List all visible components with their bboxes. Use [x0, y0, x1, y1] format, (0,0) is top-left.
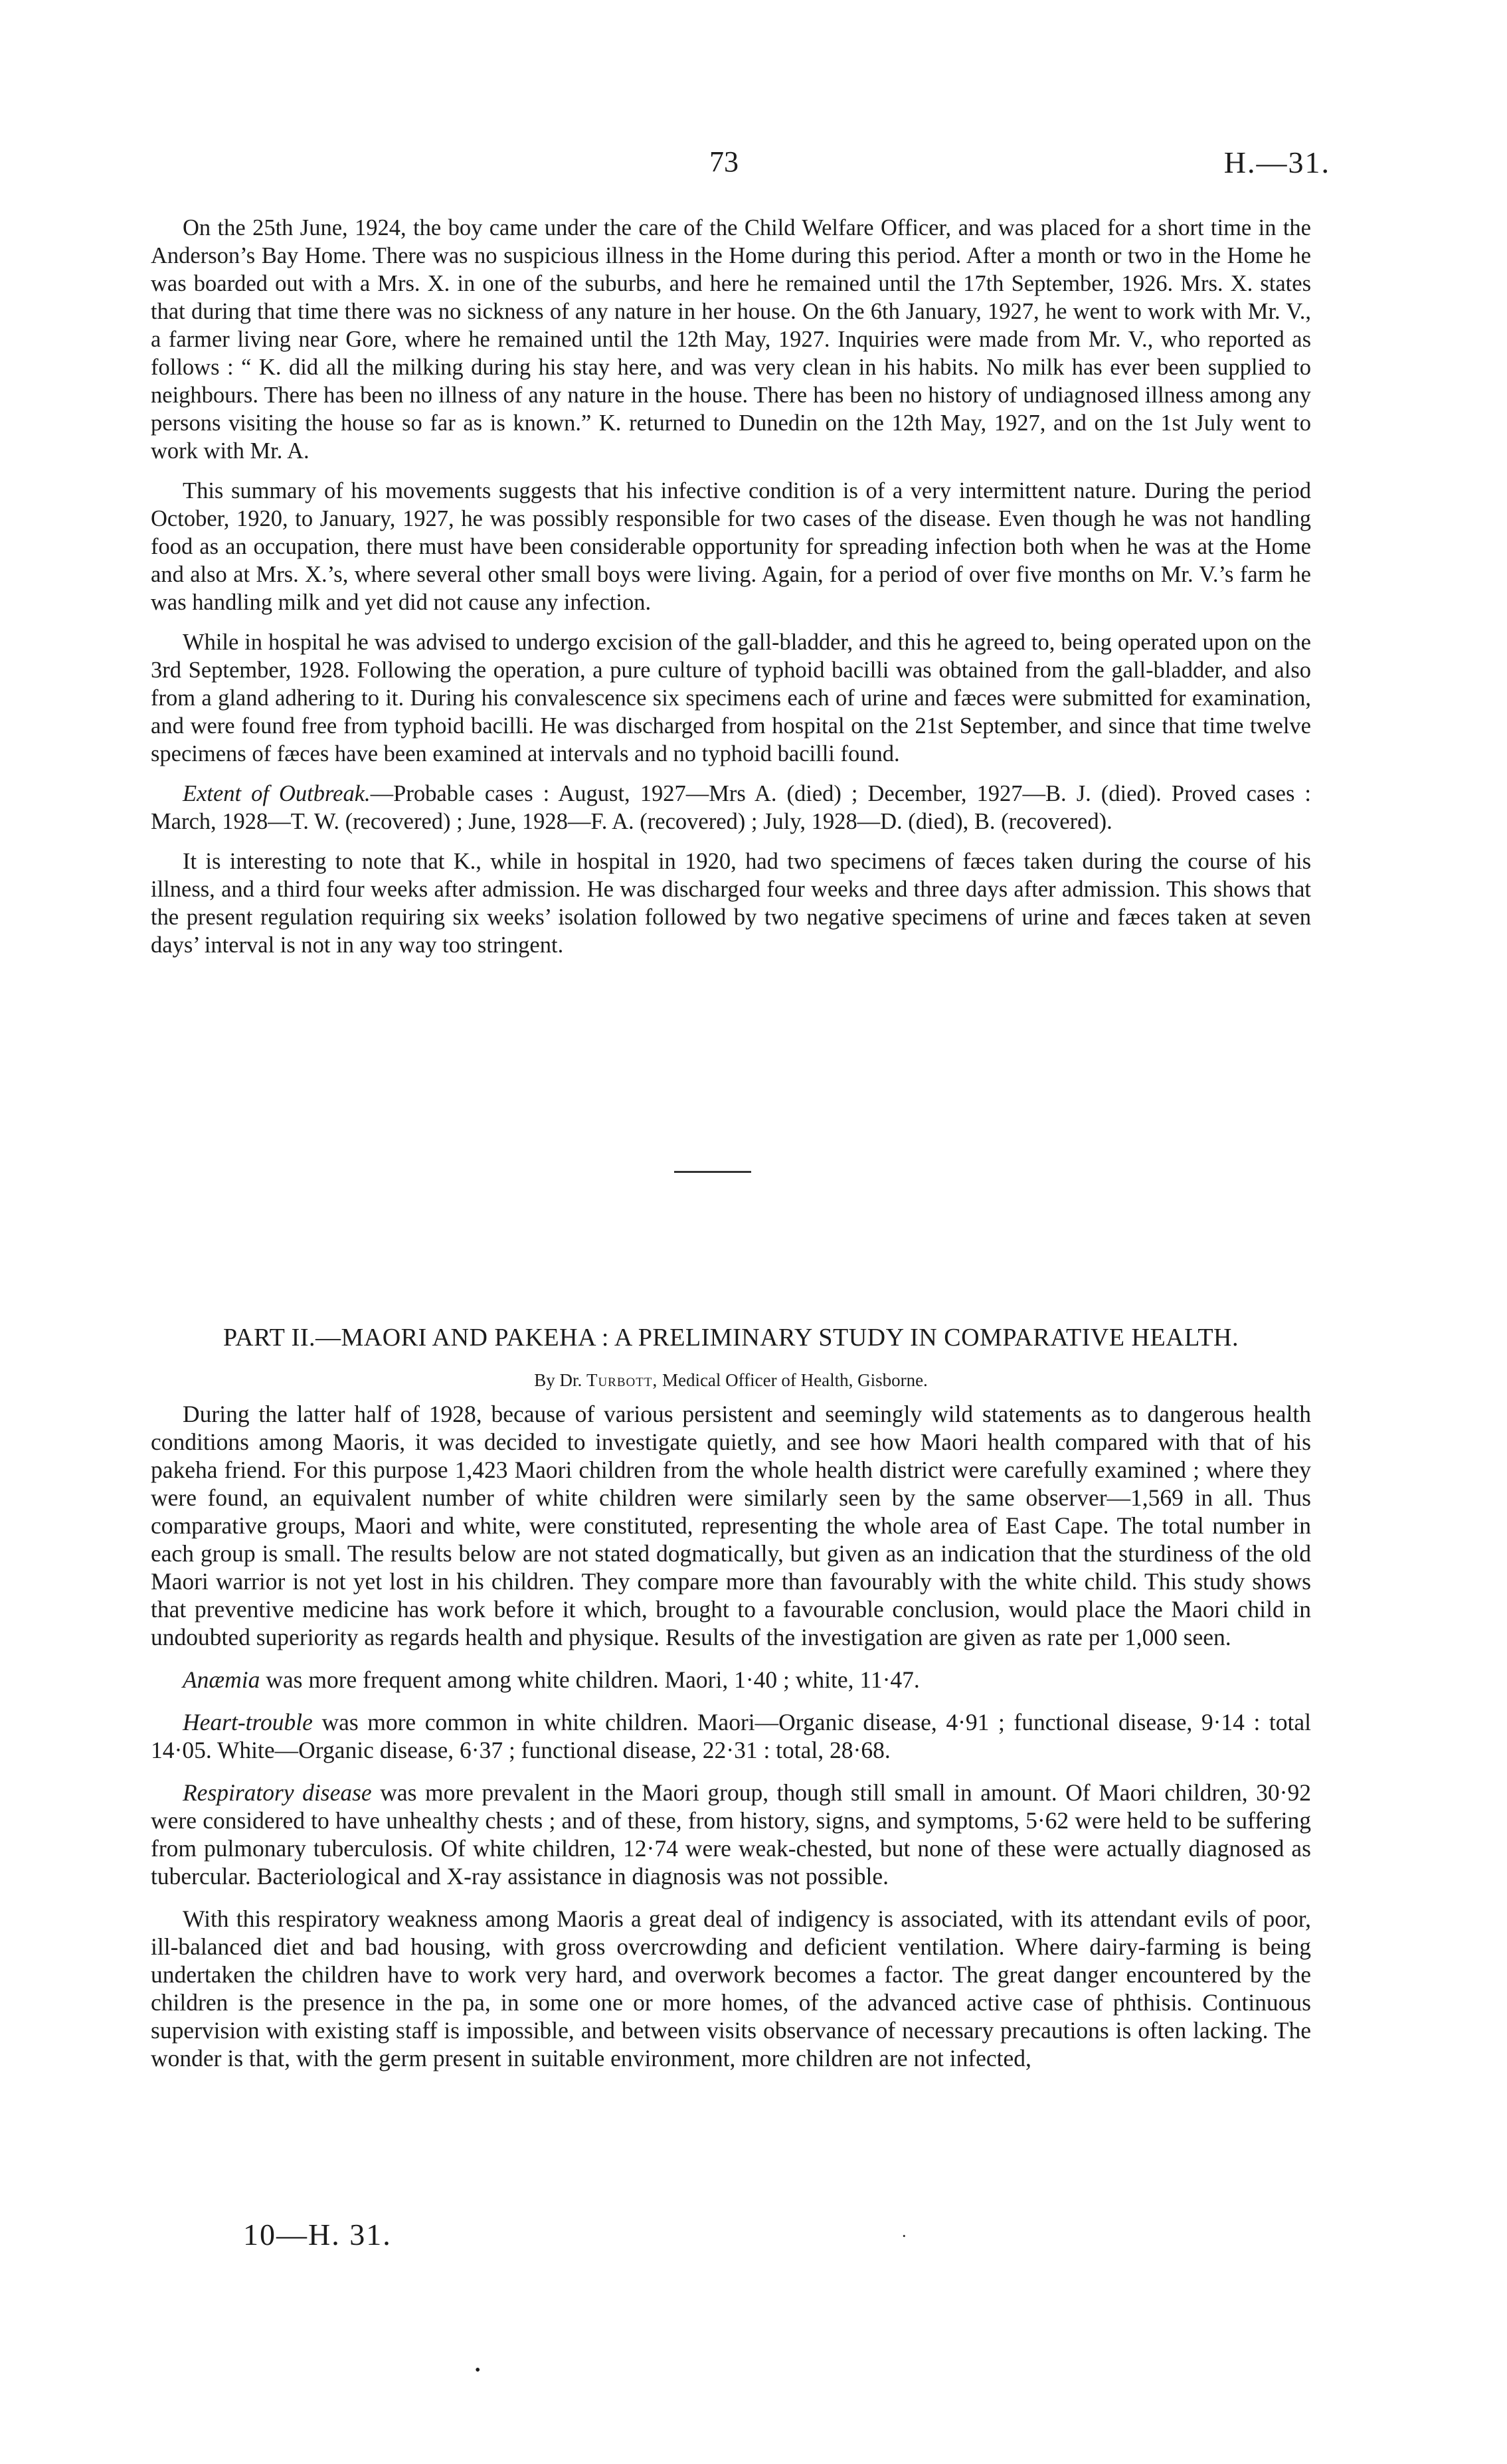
- page-number: 73: [709, 145, 739, 178]
- respiratory-text: was more prevalent in the Maori group, though still small in amount. Of Maori children, 30·92 were considered to have unhealthy chests ; and of these, from history, signs, and symptoms, 5·62 were held to be suffering from pulmonary tuberculosis. Of white children, 12·74 were weak-chested, but none of these were actually diagnosed as tubercular. Bacteriological and X-ray assistance in diagnosis was not possible.: [151, 1779, 1311, 1890]
- paragraph: While in hospital he was advised to undergo excision of the gall-bladder, and this he agreed to, being operated upon on the 3rd September, 1928. Following the operation, a pure culture of typhoid bacilli was obtained from the gall-bladder, and also from a gland adhering to it. During his convalescence six specimens each of urine and fæces were submitted for examination, and were found free from typhoid bacilli. He was discharged from hospital on the 21st September, and since that time twelve specimens of fæces have been examined at intervals and no typhoid bacilli found.: [151, 630, 1311, 766]
- heart-text: was more common in white children. Maori—Organic disease, 4·91 ; functional disease, 9·14 : total 14·05. White—Organic disease, 6·37 ; functional disease, 22·31 : total, 28·68.: [151, 1709, 1311, 1763]
- byline-suffix: Medical Officer of Health, Gisborne.: [662, 1370, 928, 1390]
- paragraph: This summary of his movements suggests that his infective condition is of a very intermittent nature. During the period October, 1920, to January, 1927, he was possibly responsible for two cases of the disease. Even though he was not handling food as an occupation, there must have been considerable opportunity for spreading infection both when he was at the Home and also at Mrs. X.’s, where several other small boys were living. Again, for a period of over five months on Mr. V.’s farm he was handling milk and yet did not cause any infection.: [151, 478, 1311, 615]
- paragraph: On the 25th June, 1924, the boy came under the care of the Child Welfare Officer, and was placed for a short time in the Anderson’s Bay Home. There was no suspicious illness in the Home during this period. After a month or two in the Home he was boarded out with a Mrs. X. in one of the suburbs, and here he remained until the 17th September, 1926. Mrs. X. states that during that time there was no sickness of any nature in her house. On the 6th January, 1927, he went to work with Mr. V., a farmer living near Gore, where he remained until the 12th May, 1927. Inquiries were made from Mr. V., who reported as follows : “ K. did all the milking during his stay here, and was very clean in his habits. No milk has ever been supplied to neighbours. There has been no illness of any nature in the house. There has been no history of undiagnosed illness among any persons visiting the house so far as is known.” K. returned to Dunedin on the 12th May, 1927, and on the 1st July went to work with Mr. A.: [151, 215, 1311, 464]
- author-name: Turbott,: [586, 1370, 658, 1390]
- paragraph-heart-trouble: [151, 1708, 1311, 1764]
- section-typhoid-case: [151, 214, 1311, 959]
- part-title: PART II.—MAORI AND PAKEHA : A PRELIMINARY STUDY IN COMPARATIVE HEALTH.: [223, 1324, 1239, 1352]
- paragraph-intro: During the latter half of 1928, because of various persistent and seemingly wild statements as to dangerous health conditions among Maoris, it was decided to investigate quietly, and see how Maori health compared with that of his pakeha friend. For this purpose 1,423 Maori children from the whole health district were carefully examined ; where they were found, an equivalent number of white children were similarly seen by the same observer—1,569 in all. Thus comparative groups, Maori and white, were constituted, representing the whole area of East Cape. The total number in each group is small. The results below are not stated dogmatically, but given as an indication that the sturdiness of the old Maori warrior is not yet lost in his children. They compare more than favourably with the white child. This study shows that preventive medicine has work before it which, brought to a favourable conclusion, would place the Maori child in undoubted superiority as regards health and physique. Results of the investigation are given as rate per 1,000 seen.: [151, 1401, 1311, 1650]
- outbreak-heading: Extent of Outbreak.: [183, 781, 371, 806]
- paragraph: It is interesting to note that K., while in hospital in 1920, had two specimens of fæces taken during the course of his illness, and a third four weeks after admission. He was discharged four weeks and three days after admission. This shows that the present regulation requiring six weeks’ isolation followed by two negative specimens of urine and fæces taken at seven days’ interval is not in any way too stringent.: [151, 849, 1311, 958]
- paragraph-extent-of-outbreak: [151, 780, 1311, 836]
- heart-label: Heart-trouble: [183, 1709, 313, 1735]
- byline-prefix: By Dr.: [534, 1370, 582, 1390]
- outbreak-text: —Probable cases : August, 1927—Mrs A. (died) ; December, 1927—B. J. (died). Proved cases : March, 1928—T. W. (recovered) ; June, 1928—F. A. (recovered) ; July, 1928—D. (died), B. (recovered).: [151, 781, 1311, 834]
- anaemia-text: was more frequent among white children. Maori, 1·40 ; white, 11·47.: [260, 1666, 920, 1693]
- paragraph-anaemia: [151, 1666, 1311, 1694]
- section-divider: [674, 1171, 751, 1173]
- footer-mark: .: [902, 2222, 907, 2241]
- anaemia-label: Anæmia: [183, 1666, 260, 1693]
- paragraph-respiratory: [151, 1779, 1311, 1890]
- section-maori-pakeha: [151, 1400, 1311, 2072]
- respiratory-label: Respiratory disease: [183, 1779, 372, 1806]
- document-code: H.—31.: [1223, 145, 1330, 179]
- footer-code: 10—H. 31.: [243, 2218, 392, 2251]
- byline: [151, 1370, 1311, 1391]
- page-mark: •: [475, 2362, 481, 2379]
- paragraph-final: With this respiratory weakness among Maoris a great deal of indigency is associated, with its attendant evils of poor, ill-balanced diet and bad housing, with gross overcrowding and deficient ventilation. Where dairy-farming is being undertaken the children have to work very hard, and overwork becomes a factor. The great danger encountered by the children is the presence in the pa, in some one or more homes, of the advanced active case of phthisis. Continuous supervision with existing staff is impossible, and between visits observance of necessary precautions is often lacking. The wonder is that, with the germ present in suitable environment, more children are not infected,: [151, 1905, 1311, 2071]
